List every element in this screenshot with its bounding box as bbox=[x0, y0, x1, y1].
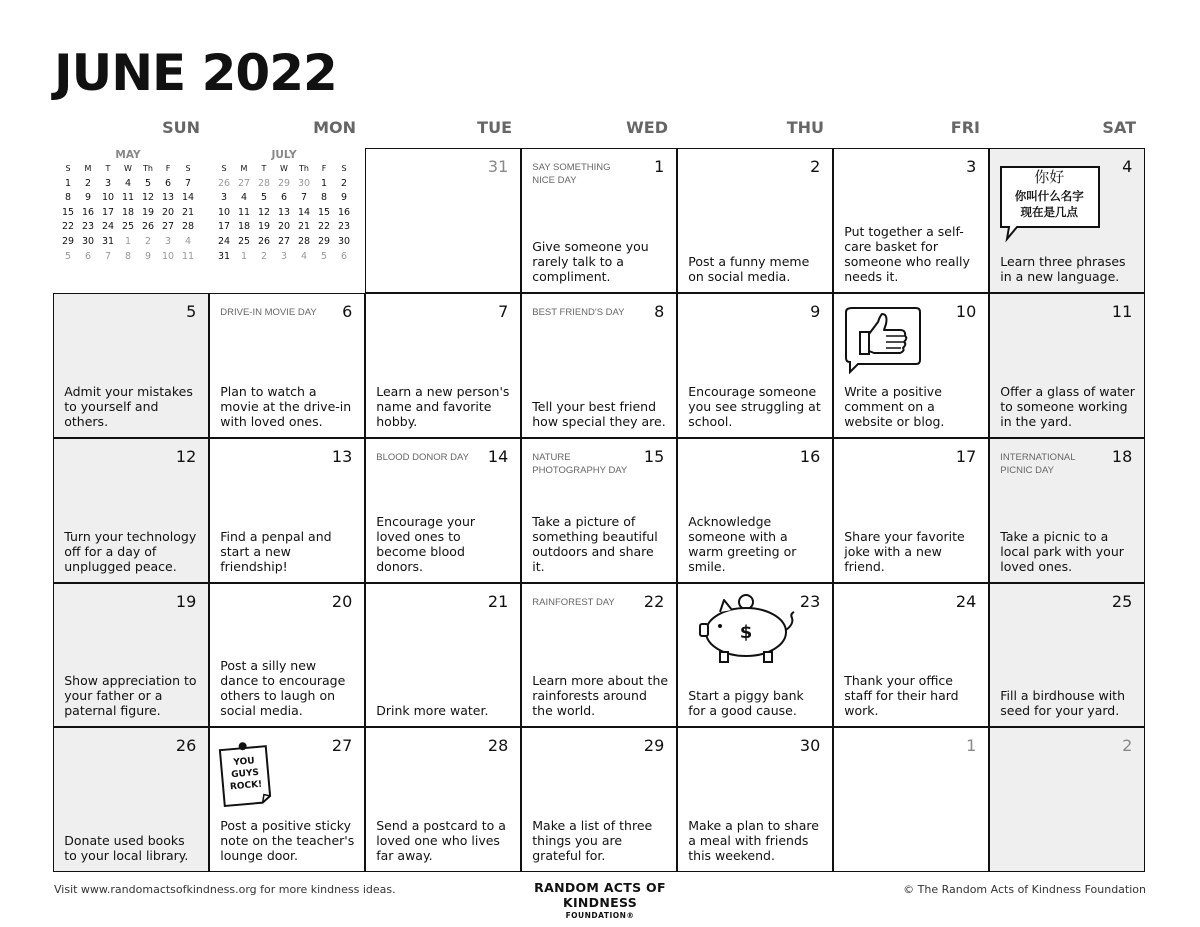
mini-calendar-date: 27 bbox=[237, 177, 251, 189]
mini-calendar-date: 13 bbox=[161, 192, 175, 204]
day-cell-15 bbox=[521, 438, 677, 583]
day-cell-july-1 bbox=[833, 727, 989, 872]
mini-calendar-date: 12 bbox=[257, 206, 271, 218]
mini-calendar-date: 7 bbox=[104, 250, 112, 262]
observance-label: BEST FRIEND'S DAY bbox=[532, 307, 625, 319]
kindness-task: Make a list of three things you are grateful for. bbox=[532, 818, 653, 864]
observance-label: DRIVE-IN MOVIE DAY bbox=[220, 307, 317, 319]
day-number: 17 bbox=[955, 446, 977, 466]
day-number: 8 bbox=[654, 302, 665, 322]
mini-calendar-date: 28 bbox=[297, 235, 311, 247]
kindness-task: Donate used books to your local library. bbox=[64, 833, 189, 864]
day-number: 4 bbox=[1122, 157, 1133, 177]
day-cell-10 bbox=[833, 293, 989, 438]
mini-calendar-date: 21 bbox=[181, 206, 195, 218]
mini-calendar-date: 18 bbox=[121, 206, 135, 218]
day-cell-may-31 bbox=[365, 148, 521, 293]
language-phrase: 你叫什么名字 bbox=[1014, 189, 1084, 204]
footer-website-note: Visit www.randomactsofkindness.org for more kindness ideas. bbox=[54, 883, 396, 896]
mini-calendar-date: 17 bbox=[101, 206, 115, 218]
day-number: 25 bbox=[1111, 591, 1133, 611]
mini-calendar-date: 20 bbox=[161, 206, 175, 218]
kindness-task: Learn more about the rainforests around the world. bbox=[532, 673, 669, 719]
mini-calendar-date: 1 bbox=[320, 177, 328, 189]
mini-calendar-date: 2 bbox=[340, 177, 348, 189]
kindness-task: Show appreciation to your father or a paternal figure. bbox=[64, 673, 197, 719]
day-cell-4 bbox=[989, 148, 1145, 293]
day-number: 1 bbox=[966, 736, 977, 756]
day-number: 13 bbox=[331, 446, 353, 466]
mini-calendar-weekday: Th bbox=[143, 164, 153, 173]
day-cell-18 bbox=[989, 438, 1145, 583]
day-number: 7 bbox=[498, 302, 509, 322]
mini-calendar-weekday: S bbox=[65, 164, 71, 173]
day-number: 20 bbox=[331, 591, 353, 611]
mini-calendar-date: 9 bbox=[84, 192, 92, 204]
mini-calendar-date: 8 bbox=[124, 250, 132, 262]
day-number: 30 bbox=[799, 736, 821, 756]
weekday-tue: TUE bbox=[477, 118, 512, 137]
mini-calendar-date: 3 bbox=[280, 250, 288, 262]
day-cell-14 bbox=[365, 438, 521, 583]
kindness-task: Send a postcard to a loved one who lives far away. bbox=[376, 818, 506, 864]
mini-calendar-date: 25 bbox=[237, 235, 251, 247]
language-phrase: 现在是几点 bbox=[1020, 205, 1078, 220]
observance-label: BLOOD DONOR DAY bbox=[376, 451, 469, 463]
day-cell-26 bbox=[53, 727, 209, 872]
day-cell-19 bbox=[53, 583, 209, 728]
mini-calendar-date: 10 bbox=[101, 192, 115, 204]
day-number: 10 bbox=[955, 302, 977, 322]
thumbs-up-icon bbox=[844, 306, 922, 374]
mini-calendar-weekday: F bbox=[165, 164, 171, 173]
day-number: 28 bbox=[487, 736, 509, 756]
mini-calendar-date: 26 bbox=[217, 177, 231, 189]
svg-text:$: $ bbox=[739, 621, 753, 643]
day-number: 12 bbox=[175, 446, 197, 466]
day-number: 18 bbox=[1111, 446, 1133, 466]
mini-calendar-date: 2 bbox=[144, 235, 152, 247]
kindness-task: Post a positive sticky note on the teacher's lounge door. bbox=[220, 818, 355, 864]
day-cell-22 bbox=[521, 583, 677, 728]
day-cell-july-2 bbox=[989, 727, 1145, 872]
day-cell-9 bbox=[677, 293, 833, 438]
day-number: 9 bbox=[810, 302, 821, 322]
day-cell-25 bbox=[989, 583, 1145, 728]
mini-calendar-date: 5 bbox=[260, 192, 268, 204]
kindness-task: Start a piggy bank for a good cause. bbox=[688, 688, 804, 719]
kindness-task: Write a positive comment on a website or blog. bbox=[844, 383, 945, 429]
mini-calendar-date: 5 bbox=[64, 250, 72, 262]
mini-calendar-date: 4 bbox=[124, 177, 132, 189]
mini-calendar-date: 10 bbox=[217, 206, 231, 218]
day-cell-21 bbox=[365, 583, 521, 728]
mini-calendar-date: 19 bbox=[141, 206, 155, 218]
page-title: JUNE 2022 bbox=[54, 44, 337, 102]
kindness-task: Offer a glass of water to someone working in the yard. bbox=[1000, 383, 1135, 429]
kindness-task: Take a picture of something beautiful outdoors and share it. bbox=[532, 513, 658, 574]
day-number: 15 bbox=[643, 446, 665, 466]
mini-calendar-date: 14 bbox=[181, 192, 195, 204]
mini-calendar-date: 13 bbox=[277, 206, 291, 218]
mini-calendar-date: 1 bbox=[240, 250, 248, 262]
day-cell-29 bbox=[521, 727, 677, 872]
day-number: 22 bbox=[643, 591, 665, 611]
mini-calendar-date: 8 bbox=[64, 192, 72, 204]
day-cell-30 bbox=[677, 727, 833, 872]
day-cell-11 bbox=[989, 293, 1145, 438]
weekday-sun: SUN bbox=[162, 118, 200, 137]
mini-calendar-weekday: W bbox=[124, 164, 132, 173]
day-number: 27 bbox=[331, 736, 353, 756]
logo-sub-text: FOUNDATION® bbox=[565, 911, 635, 920]
mini-calendar-weekday: M bbox=[240, 164, 248, 173]
mini-calendar-date: 31 bbox=[101, 235, 115, 247]
kindness-task: Thank your office staff for their hard work. bbox=[844, 673, 959, 719]
mini-calendar-weekday: F bbox=[321, 164, 327, 173]
logo-main-text: RANDOM ACTS OF KINDNESS bbox=[534, 880, 666, 910]
day-number: 16 bbox=[799, 446, 821, 466]
mini-calendar-weekday: M bbox=[84, 164, 92, 173]
mini-calendar-date: 24 bbox=[101, 221, 115, 233]
foundation-logo bbox=[500, 880, 700, 920]
kindness-task: Take a picnic to a local park with your loved ones. bbox=[1000, 528, 1124, 574]
mini-calendar-date: 29 bbox=[317, 235, 331, 247]
kindness-task: Fill a birdhouse with seed for your yard. bbox=[1000, 688, 1126, 719]
day-cell-27 bbox=[209, 727, 365, 872]
day-number: 19 bbox=[175, 591, 197, 611]
kindness-task: Learn a new person's name and favorite hobby. bbox=[376, 383, 510, 429]
mini-calendar-title: MAY bbox=[115, 149, 141, 161]
weekday-fri: FRI bbox=[950, 118, 980, 137]
day-cell-16 bbox=[677, 438, 833, 583]
mini-calendar-date: 7 bbox=[300, 192, 308, 204]
mini-calendar-date: 2 bbox=[84, 177, 92, 189]
footer-copyright: © The Random Acts of Kindness Foundation bbox=[903, 883, 1146, 896]
mini-calendar-date: 22 bbox=[61, 221, 75, 233]
sticky-note-line: ROCK! bbox=[229, 780, 263, 793]
mini-calendar-date: 18 bbox=[237, 221, 251, 233]
day-number: 24 bbox=[955, 591, 977, 611]
sticky-note-line: GUYS bbox=[231, 768, 260, 781]
calendar-grid bbox=[54, 149, 1146, 873]
mini-calendar-date: 6 bbox=[280, 192, 288, 204]
day-cell-3 bbox=[833, 148, 989, 293]
day-cell-1 bbox=[521, 148, 677, 293]
kindness-task: Put together a self-care basket for someone who really needs it. bbox=[844, 224, 970, 285]
day-number: 11 bbox=[1111, 302, 1133, 322]
mini-calendar-weekday: S bbox=[221, 164, 227, 173]
day-number: 5 bbox=[186, 302, 197, 322]
mini-calendar-date: 29 bbox=[277, 177, 291, 189]
mini-calendar-date: 15 bbox=[317, 206, 331, 218]
day-cell-20 bbox=[209, 583, 365, 728]
kindness-task: Plan to watch a movie at the drive-in with loved ones. bbox=[220, 383, 352, 429]
day-number: 3 bbox=[966, 157, 977, 177]
mini-calendar-title: JULY bbox=[271, 149, 297, 161]
day-cell-6 bbox=[209, 293, 365, 438]
mini-calendar-date: 1 bbox=[64, 177, 72, 189]
kindness-task: Learn three phrases in a new language. bbox=[1000, 254, 1126, 285]
day-cell-17 bbox=[833, 438, 989, 583]
mini-calendar-date: 19 bbox=[257, 221, 271, 233]
mini-calendar-date: 7 bbox=[184, 177, 192, 189]
day-number: 23 bbox=[799, 591, 821, 611]
mini-calendar-date: 25 bbox=[121, 221, 135, 233]
mini-calendar-date: 31 bbox=[217, 250, 231, 262]
day-number: 2 bbox=[810, 157, 821, 177]
observance-label: INTERNATIONAL PICNIC DAY bbox=[1000, 451, 1076, 476]
day-cell-23 bbox=[677, 583, 833, 728]
mini-calendar-date: 5 bbox=[144, 177, 152, 189]
mini-calendar-date: 23 bbox=[81, 221, 95, 233]
weekday-thu: THU bbox=[786, 118, 824, 137]
sticky-note-icon bbox=[217, 738, 275, 808]
observance-label: RAINFOREST DAY bbox=[532, 596, 615, 608]
mini-calendar-date: 28 bbox=[181, 221, 195, 233]
mini-calendar-weekday: W bbox=[280, 164, 288, 173]
mini-calendar-date: 28 bbox=[257, 177, 271, 189]
kindness-task: Find a penpal and start a new friendship! bbox=[220, 528, 332, 574]
day-number: 26 bbox=[175, 736, 197, 756]
sticky-note-line: YOU bbox=[233, 756, 256, 769]
day-cell-8 bbox=[521, 293, 677, 438]
mini-calendar-date: 14 bbox=[297, 206, 311, 218]
weekday-mon: MON bbox=[313, 118, 356, 137]
weekday-header-row bbox=[54, 118, 1146, 140]
mini-calendar-date: 26 bbox=[141, 221, 155, 233]
mini-calendar-date: 11 bbox=[121, 192, 135, 204]
kindness-task: Post a silly new dance to encourage others to laugh on social media. bbox=[220, 658, 346, 719]
mini-calendar-date: 3 bbox=[220, 192, 228, 204]
day-cell-28 bbox=[365, 727, 521, 872]
mini-calendar-weekday: T bbox=[261, 164, 267, 173]
kindness-task: Share your favorite joke with a new friend. bbox=[844, 528, 965, 574]
day-number: 6 bbox=[342, 302, 353, 322]
mini-calendar-weekday: S bbox=[185, 164, 191, 173]
kindness-task: Drink more water. bbox=[376, 703, 489, 719]
observance-label: SAY SOMETHING NICE DAY bbox=[532, 162, 611, 187]
mini-calendar-date: 4 bbox=[240, 192, 248, 204]
kindness-task: Acknowledge someone with a warm greeting or smile. bbox=[688, 513, 797, 574]
weekday-wed: WED bbox=[626, 118, 668, 137]
mini-calendar-date: 30 bbox=[297, 177, 311, 189]
mini-calendar-date: 15 bbox=[61, 206, 75, 218]
day-number: 31 bbox=[487, 157, 509, 177]
mini-calendar-date: 21 bbox=[297, 221, 311, 233]
mini-calendar-date: 27 bbox=[161, 221, 175, 233]
day-cell-13 bbox=[209, 438, 365, 583]
mini-calendar-date: 22 bbox=[317, 221, 331, 233]
mini-calendar-date: 6 bbox=[84, 250, 92, 262]
day-number: 1 bbox=[654, 157, 665, 177]
mini-calendar-date: 10 bbox=[161, 250, 175, 262]
mini-calendar-date: 24 bbox=[217, 235, 231, 247]
day-number: 21 bbox=[487, 591, 509, 611]
mini-calendar-date: 5 bbox=[320, 250, 328, 262]
mini-calendar-date: 12 bbox=[141, 192, 155, 204]
mini-calendar-date: 3 bbox=[104, 177, 112, 189]
mini-calendar-weekday: S bbox=[341, 164, 347, 173]
mini-calendar-date: 11 bbox=[237, 206, 251, 218]
mini-calendar-date: 11 bbox=[181, 250, 195, 262]
kindness-task: Encourage your loved ones to become blood donors. bbox=[376, 513, 476, 574]
mini-calendar-date: 1 bbox=[124, 235, 132, 247]
day-number: 2 bbox=[1122, 736, 1133, 756]
mini-calendar-date: 8 bbox=[320, 192, 328, 204]
day-cell-7 bbox=[365, 293, 521, 438]
weekday-sat: SAT bbox=[1102, 118, 1136, 137]
day-cell-2 bbox=[677, 148, 833, 293]
kindness-task: Turn your technology off for a day of unplugged peace. bbox=[64, 528, 197, 574]
observance-label: NATURE PHOTOGRAPHY DAY bbox=[532, 451, 628, 476]
day-cell-12 bbox=[53, 438, 209, 583]
mini-calendar-date: 4 bbox=[300, 250, 308, 262]
mini-calendar-date: 30 bbox=[81, 235, 95, 247]
kindness-task: Admit your mistakes to yourself and others. bbox=[64, 383, 193, 429]
kindness-task: Encourage someone you see struggling at school. bbox=[688, 383, 821, 429]
mini-calendar-date: 2 bbox=[260, 250, 268, 262]
mini-calendar-date: 20 bbox=[277, 221, 291, 233]
mini-calendar-date: 17 bbox=[217, 221, 231, 233]
day-cell-24 bbox=[833, 583, 989, 728]
kindness-task: Post a funny meme on social media. bbox=[688, 254, 810, 285]
language-phrase: 你好 bbox=[1034, 168, 1065, 187]
mini-calendar-date: 16 bbox=[337, 206, 351, 218]
kindness-task: Give someone you rarely talk to a compliment. bbox=[532, 239, 649, 285]
day-number: 29 bbox=[643, 736, 665, 756]
mini-calendar-weekday: T bbox=[105, 164, 111, 173]
kindness-task: Tell your best friend how special they are. bbox=[532, 398, 666, 429]
mini-calendar-date: 23 bbox=[337, 221, 351, 233]
mini-calendar-date: 4 bbox=[184, 235, 192, 247]
mini-calendar-date: 9 bbox=[144, 250, 152, 262]
speech-bubble-icon bbox=[999, 165, 1103, 243]
mini-calendar-date: 3 bbox=[164, 235, 172, 247]
mini-calendar-date: 27 bbox=[277, 235, 291, 247]
mini-calendar-date: 26 bbox=[257, 235, 271, 247]
mini-calendar-date: 6 bbox=[340, 250, 348, 262]
mini-calendar-date: 16 bbox=[81, 206, 95, 218]
day-number: 14 bbox=[487, 446, 509, 466]
mini-calendar-date: 29 bbox=[61, 235, 75, 247]
kindness-task: Make a plan to share a meal with friends this weekend. bbox=[688, 818, 819, 864]
mini-calendar-date: 9 bbox=[340, 192, 348, 204]
day-cell-5 bbox=[53, 293, 209, 438]
mini-calendar-weekday: Th bbox=[299, 164, 309, 173]
mini-calendar-date: 30 bbox=[337, 235, 351, 247]
mini-calendar-date: 6 bbox=[164, 177, 172, 189]
piggy-bank-icon bbox=[690, 594, 802, 666]
